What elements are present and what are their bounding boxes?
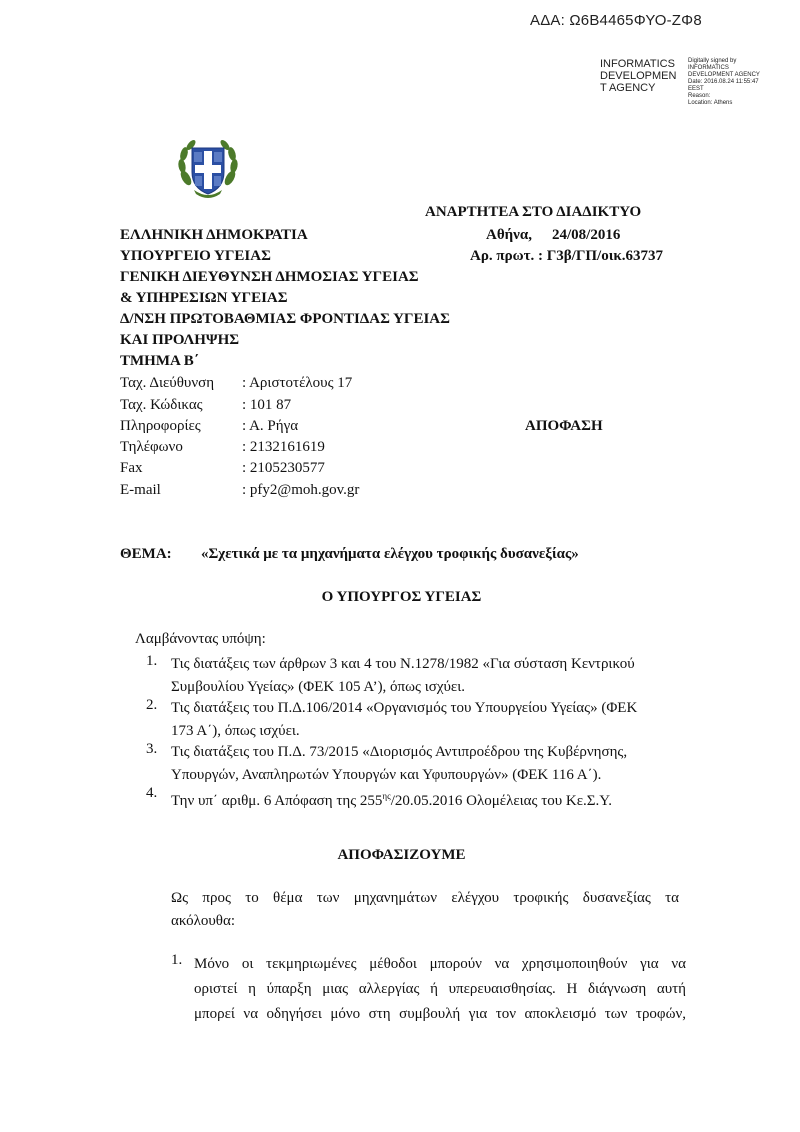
decision-item: Μόνο οι τεκμηριωμένες μέθοδοι μπορούν να χρησιμοποιηθούν για να οριστεί η ύπαρξη μιας αλλεργίας ή υπερευαισθησίας. Η διάγνωση αυτή μπορεί να οδηγήσει μόνο στη συμβουλή για τον αποκλεισμό των τροφών,: [194, 956, 686, 1022]
header-department: ΤΜΗΜΑ Β΄: [120, 353, 199, 369]
signature-details: Digitally signed by INFORMATICS DEVELOPMENT AGENCY Date: 2016.08.24 11:55:47 EEST Reason: Location: Athens: [688, 58, 760, 106]
signature-organization: INFORMATICS DEVELOPMEN T AGENCY: [600, 58, 677, 94]
header-directorate: Δ/ΝΣΗ ΠΡΩΤΟΒΑΘΜΙΑΣ ΦΡΟΝΤΙΔΑΣ ΥΓΕΙΑΣ: [120, 311, 450, 327]
decision-number: 1.: [171, 952, 183, 968]
place: Αθήνα,: [486, 227, 533, 243]
address-label: Ταχ. Διεύθυνση: [120, 375, 215, 391]
consideration-number: 2.: [146, 697, 158, 713]
consideration-item: Τις διατάξεις των άρθρων 3 και 4 του Ν.1278/1982 «Για σύσταση Κεντρικού Συμβουλίου Υγείας» (ΦΕΚ 105 Α’), όπως ισχύει.: [171, 656, 635, 695]
email-label: E-mail: [120, 482, 161, 498]
consideration-item: Τις διατάξεις του Π.Δ.106/2014 «Οργανισμός του Υπουργείου Υγείας» (ΦΕΚ 173 Α΄), όπως ισχύει.: [171, 700, 638, 739]
fax-label: Fax: [120, 460, 143, 476]
digital-signature: [600, 58, 790, 118]
email-value: : pfy2@moh.gov.gr: [242, 482, 360, 498]
info-label: Πληροφορίες: [120, 418, 201, 434]
considering-label: Λαμβάνοντας υπόψη:: [135, 631, 266, 647]
header-general-directorate: ΓΕΝΙΚΗ ΔΙΕΥΘΥΝΣΗ ΔΗΜΟΣΙΑΣ ΥΓΕΙΑΣ: [120, 269, 419, 285]
decision-label: ΑΠΟΦΑΣΗ: [525, 418, 603, 434]
consideration-item: Τις διατάξεις του Π.Δ. 73/2015 «Διορισμός Αντιπροέδρου της Κυβέρνησης, Υπουργών, Αναπληρωτών Υπουργών και Υφυπουργών» (ΦΕΚ 116 Α΄).: [171, 744, 628, 783]
consideration-number: 4.: [146, 785, 158, 801]
consideration-item: Την υπ΄ αριθμ. 6 Απόφαση της $255^{\eta\varsigma}/20.05.2016$ Ολομέλειας του Κε.Σ.Υ.: [171, 791, 613, 809]
decide-title: ΑΠΟΦΑΣΙΖΟΥΜΕ: [337, 847, 466, 863]
consideration-number: 1.: [146, 653, 158, 669]
ada-code: ΑΔΑ: Ω6Β4465ΦΥΟ-ΖΦ8: [530, 12, 702, 29]
document-date: 24/08/2016: [552, 227, 621, 243]
header-ministry: ΥΠΟΥΡΓΕΙΟ ΥΓΕΙΑΣ: [120, 248, 271, 264]
minister-title: Ο ΥΠΟΥΡΓΟΣ ΥΓΕΙΑΣ: [321, 589, 482, 605]
header-republic: ΕΛΛΗΝΙΚΗ ΔΗΜΟΚΡΑΤΙΑ: [120, 227, 308, 243]
header-prevention: ΚΑΙ ΠΡΟΛΗΨΗΣ: [120, 332, 240, 348]
postcode-value: : 101 87: [242, 397, 292, 413]
protocol-number: Αρ. πρωτ. : Γ3β/ΓΠ/οικ.63737: [470, 248, 663, 264]
phone-label: Τηλέφωνο: [120, 439, 183, 455]
header-services: & ΥΠΗΡΕΣΙΩΝ ΥΓΕΙΑΣ: [120, 290, 288, 306]
address-value: : Αριστοτέλους 17: [242, 375, 353, 391]
fax-value: : 2105230577: [242, 460, 325, 476]
intro-paragraph: Ως προς το θέμα των μηχανημάτων ελέγχου τροφικής δυσανεξίας τα ακόλουθα:: [171, 890, 679, 929]
info-value: : Α. Ρήγα: [242, 418, 299, 434]
coat-of-arms-icon: [174, 134, 242, 202]
consideration-number: 3.: [146, 741, 158, 757]
subject-text: «Σχετικά με τα μηχανήματα ελέγχου τροφικής δυσανεξίας»: [201, 546, 579, 562]
subject-label: ΘΕΜΑ:: [120, 546, 172, 562]
post-online-notice: ΑΝΑΡΤΗΤΕΑ ΣΤΟ ΔΙΑΔΙΚΤΥΟ: [425, 204, 642, 220]
phone-value: : 2132161619: [242, 439, 325, 455]
postcode-label: Ταχ. Κώδικας: [120, 397, 203, 413]
